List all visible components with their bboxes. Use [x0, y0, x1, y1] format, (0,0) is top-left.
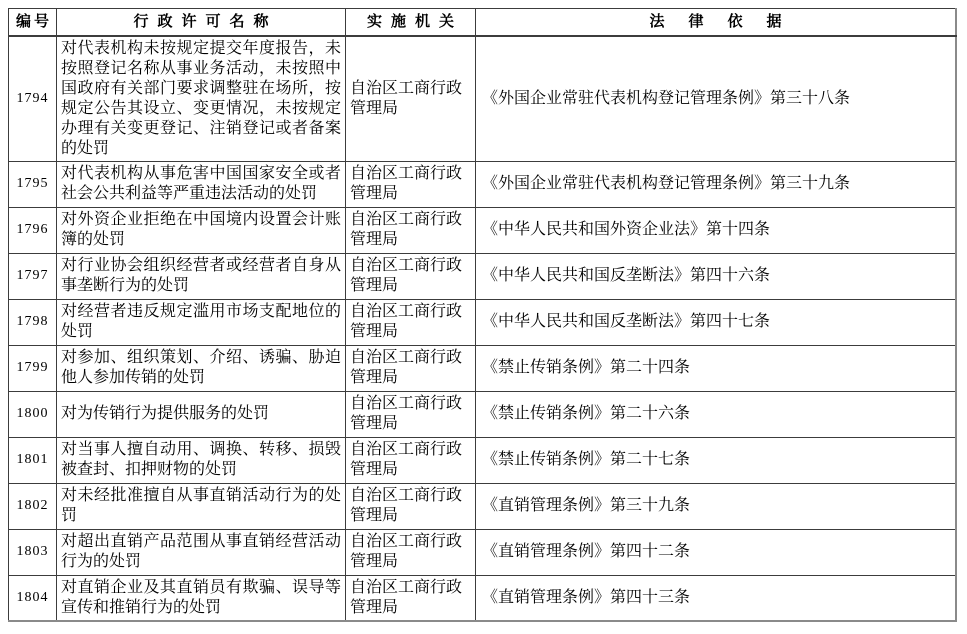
table-row — [9, 207, 957, 253]
table-row — [9, 391, 957, 437]
table-row — [9, 36, 957, 162]
row-id-cell: 1797 — [9, 253, 57, 299]
legal-basis-cell: 《中华人民共和国反垄断法》第四十七条 — [476, 299, 957, 345]
legal-basis-cell: 《直销管理条例》第三十九条 — [476, 483, 957, 529]
table-row — [9, 253, 957, 299]
row-id-cell: 1801 — [9, 437, 57, 483]
license-name-cell: 对经营者违反规定滥用市场支配地位的处罚 — [57, 299, 346, 345]
agency-cell: 自治区工商行政管理局 — [346, 161, 476, 207]
agency-cell: 自治区工商行政管理局 — [346, 345, 476, 391]
agency-cell: 自治区工商行政管理局 — [346, 391, 476, 437]
row-id-cell: 1800 — [9, 391, 57, 437]
table-row — [9, 299, 957, 345]
legal-basis-cell: 《禁止传销条例》第二十六条 — [476, 391, 957, 437]
agency-cell: 自治区工商行政管理局 — [346, 575, 476, 621]
license-name-cell: 对直销企业及其直销员有欺骗、误导等宣传和推销行为的处罚 — [57, 575, 346, 621]
legal-basis-cell: 《外国企业常驻代表机构登记管理条例》第三十八条 — [476, 36, 957, 162]
table-row — [9, 483, 957, 529]
row-id-cell: 1795 — [9, 161, 57, 207]
administrative-permit-table — [8, 8, 957, 622]
agency-cell: 自治区工商行政管理局 — [346, 437, 476, 483]
license-name-cell: 对外资企业拒绝在中国境内设置会计账簿的处罚 — [57, 207, 346, 253]
header-agency: 实施机关 — [346, 9, 476, 36]
legal-basis-cell: 《直销管理条例》第四十三条 — [476, 575, 957, 621]
row-id-cell: 1796 — [9, 207, 57, 253]
table-body — [9, 36, 957, 622]
document-page — [8, 8, 957, 622]
row-id-cell: 1798 — [9, 299, 57, 345]
row-id-cell: 1794 — [9, 36, 57, 162]
table-row — [9, 437, 957, 483]
header-license-name: 行政许可名称 — [57, 9, 346, 36]
legal-basis-cell: 《直销管理条例》第四十二条 — [476, 529, 957, 575]
agency-cell: 自治区工商行政管理局 — [346, 299, 476, 345]
row-id-cell: 1802 — [9, 483, 57, 529]
table-header-row — [9, 9, 957, 36]
legal-basis-cell: 《中华人民共和国反垄断法》第四十六条 — [476, 253, 957, 299]
table-row — [9, 575, 957, 621]
table-row — [9, 345, 957, 391]
license-name-cell: 对未经批准擅自从事直销活动行为的处罚 — [57, 483, 346, 529]
license-name-cell: 对代表机构未按规定提交年度报告，未按照登记名称从事业务活动，未按照中国政府有关部门要求调整驻在场所，按规定公告其设立、变更情况，未按规定办理有关变更登记、注销登记或者备案的处罚 — [57, 36, 346, 162]
agency-cell: 自治区工商行政管理局 — [346, 207, 476, 253]
agency-cell: 自治区工商行政管理局 — [346, 529, 476, 575]
header-legal-basis: 法律依据 — [476, 9, 957, 36]
license-name-cell: 对为传销行为提供服务的处罚 — [57, 391, 346, 437]
row-id-cell: 1803 — [9, 529, 57, 575]
header-id: 编号 — [9, 9, 57, 36]
agency-cell: 自治区工商行政管理局 — [346, 253, 476, 299]
row-id-cell: 1804 — [9, 575, 57, 621]
agency-cell: 自治区工商行政管理局 — [346, 483, 476, 529]
row-id-cell: 1799 — [9, 345, 57, 391]
license-name-cell: 对代表机构从事危害中国国家安全或者社会公共利益等严重违法活动的处罚 — [57, 161, 346, 207]
legal-basis-cell: 《外国企业常驻代表机构登记管理条例》第三十九条 — [476, 161, 957, 207]
agency-cell: 自治区工商行政管理局 — [346, 36, 476, 162]
license-name-cell: 对超出直销产品范围从事直销经营活动行为的处罚 — [57, 529, 346, 575]
license-name-cell: 对参加、组织策划、介绍、诱骗、胁迫他人参加传销的处罚 — [57, 345, 346, 391]
legal-basis-cell: 《禁止传销条例》第二十七条 — [476, 437, 957, 483]
table-row — [9, 529, 957, 575]
legal-basis-cell: 《禁止传销条例》第二十四条 — [476, 345, 957, 391]
table-row — [9, 161, 957, 207]
license-name-cell: 对当事人擅自动用、调换、转移、损毁被查封、扣押财物的处罚 — [57, 437, 346, 483]
legal-basis-cell: 《中华人民共和国外资企业法》第十四条 — [476, 207, 957, 253]
license-name-cell: 对行业协会组织经营者或经营者自身从事垄断行为的处罚 — [57, 253, 346, 299]
